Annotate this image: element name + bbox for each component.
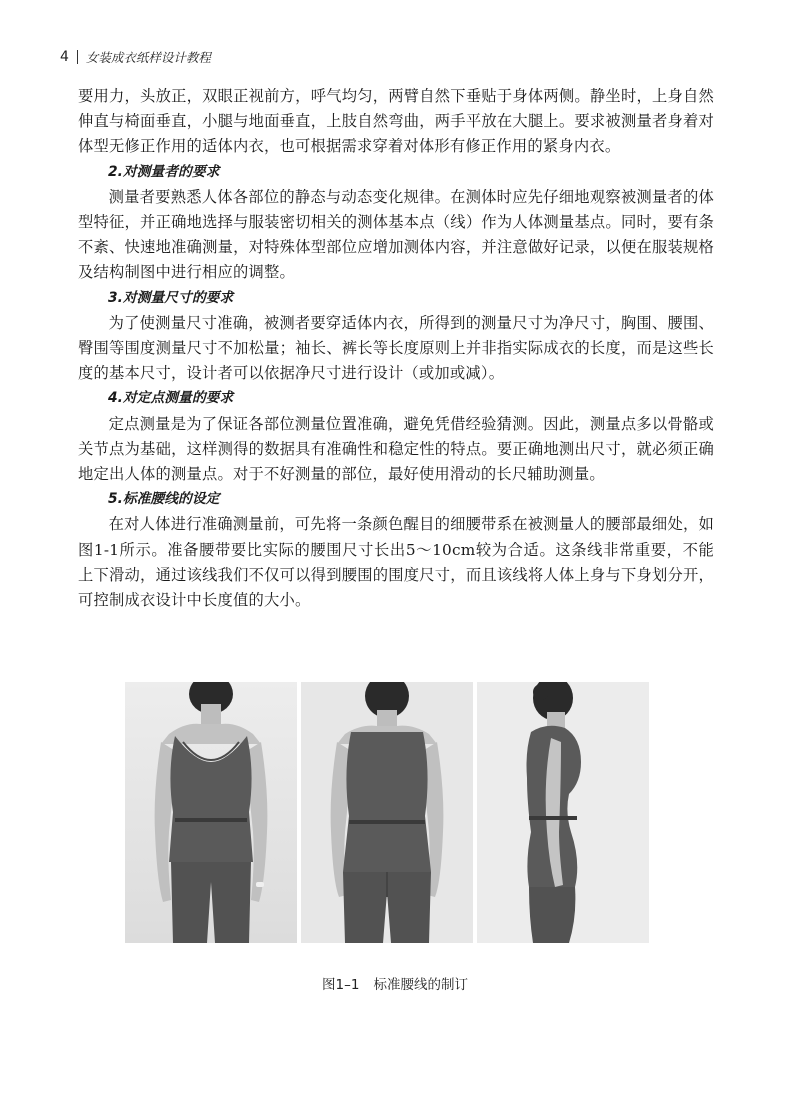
photo-front-view (125, 682, 297, 943)
section-heading: 2.对测量者的要求 (108, 163, 220, 180)
figure-title: 标准腰线的制订 (373, 977, 468, 993)
page-number: 4 (60, 49, 69, 65)
figure-label: 图1–1 (322, 977, 360, 993)
figure-1-1 (125, 682, 649, 943)
section-heading: 3.对测量尺寸的要求 (108, 289, 234, 306)
header-divider (77, 50, 78, 64)
photo-side-view (477, 682, 649, 943)
section-heading: 4.对定点测量的要求 (108, 390, 234, 407)
body-text (78, 84, 714, 613)
section-paragraph: 为了使测量尺寸准确，被测者要穿适体内衣，所得到的测量尺寸为净尺寸，胸围、腰围、臀围等围度测量尺寸不加松量；袖长、裤长等长度原则上并非指实际成衣的长度，而是这些长度的基本尺寸，设计者可以依据净尺寸进行设计（或加或减）。 (78, 313, 714, 383)
book-title: 女装成衣纸样设计教程 (85, 50, 211, 65)
photo-back-view (301, 682, 473, 943)
section-paragraph: 测量者要熟悉人体各部位的静态与动态变化规律。在测体时应先仔细地观察被测量者的体型特征，并正确地选择与服装密切相关的测体基本点（线）作为人体测量基点。同时，要有条不紊、快速地准确测量，对特殊体型部位应增加测体内容，并注意做好记录，以便在服装规格及结构制图中进行相应的调整。 (78, 187, 714, 282)
section-paragraph: 定点测量是为了保证各部位测量位置准确，避免凭借经验猜测。因此，测量点多以骨骼或关节点为基础，这样测得的数据具有准确性和稳定性的特点。要正确地测出尺寸，就必须正确地定出人体的测量点。对于不好测量的部位，最好使用滑动的长尺辅助测量。 (78, 414, 714, 484)
figure-caption (0, 973, 790, 993)
intro-paragraph: 要用力，头放正，双眼正视前方，呼气均匀，两臂自然下垂贴于身体两侧。静坐时，上身自然伸直与椅面垂直，小腿与地面垂直，上肢自然弯曲，两手平放在大腿上。要求被测量者身着对体型无修正作用的适体内衣，也可根据需求穿着对体形有修正作用的紧身内衣。 (78, 87, 714, 156)
running-header (60, 48, 211, 66)
section-paragraph: 在对人体进行准确测量前，可先将一条颜色醒目的细腰带系在被测量人的腰部最细处，如图1-1所示。准备腰带要比实际的腰围尺寸长出5～10cm较为合适。这条线非常重要，不能上下滑动，通过该线我们不仅可以得到腰围的围度尺寸，而且该线将人体上身与下身划分开，可控制成衣设计中长度值的大小。 (78, 515, 714, 610)
section-heading: 5.标准腰线的设定 (108, 491, 220, 508)
